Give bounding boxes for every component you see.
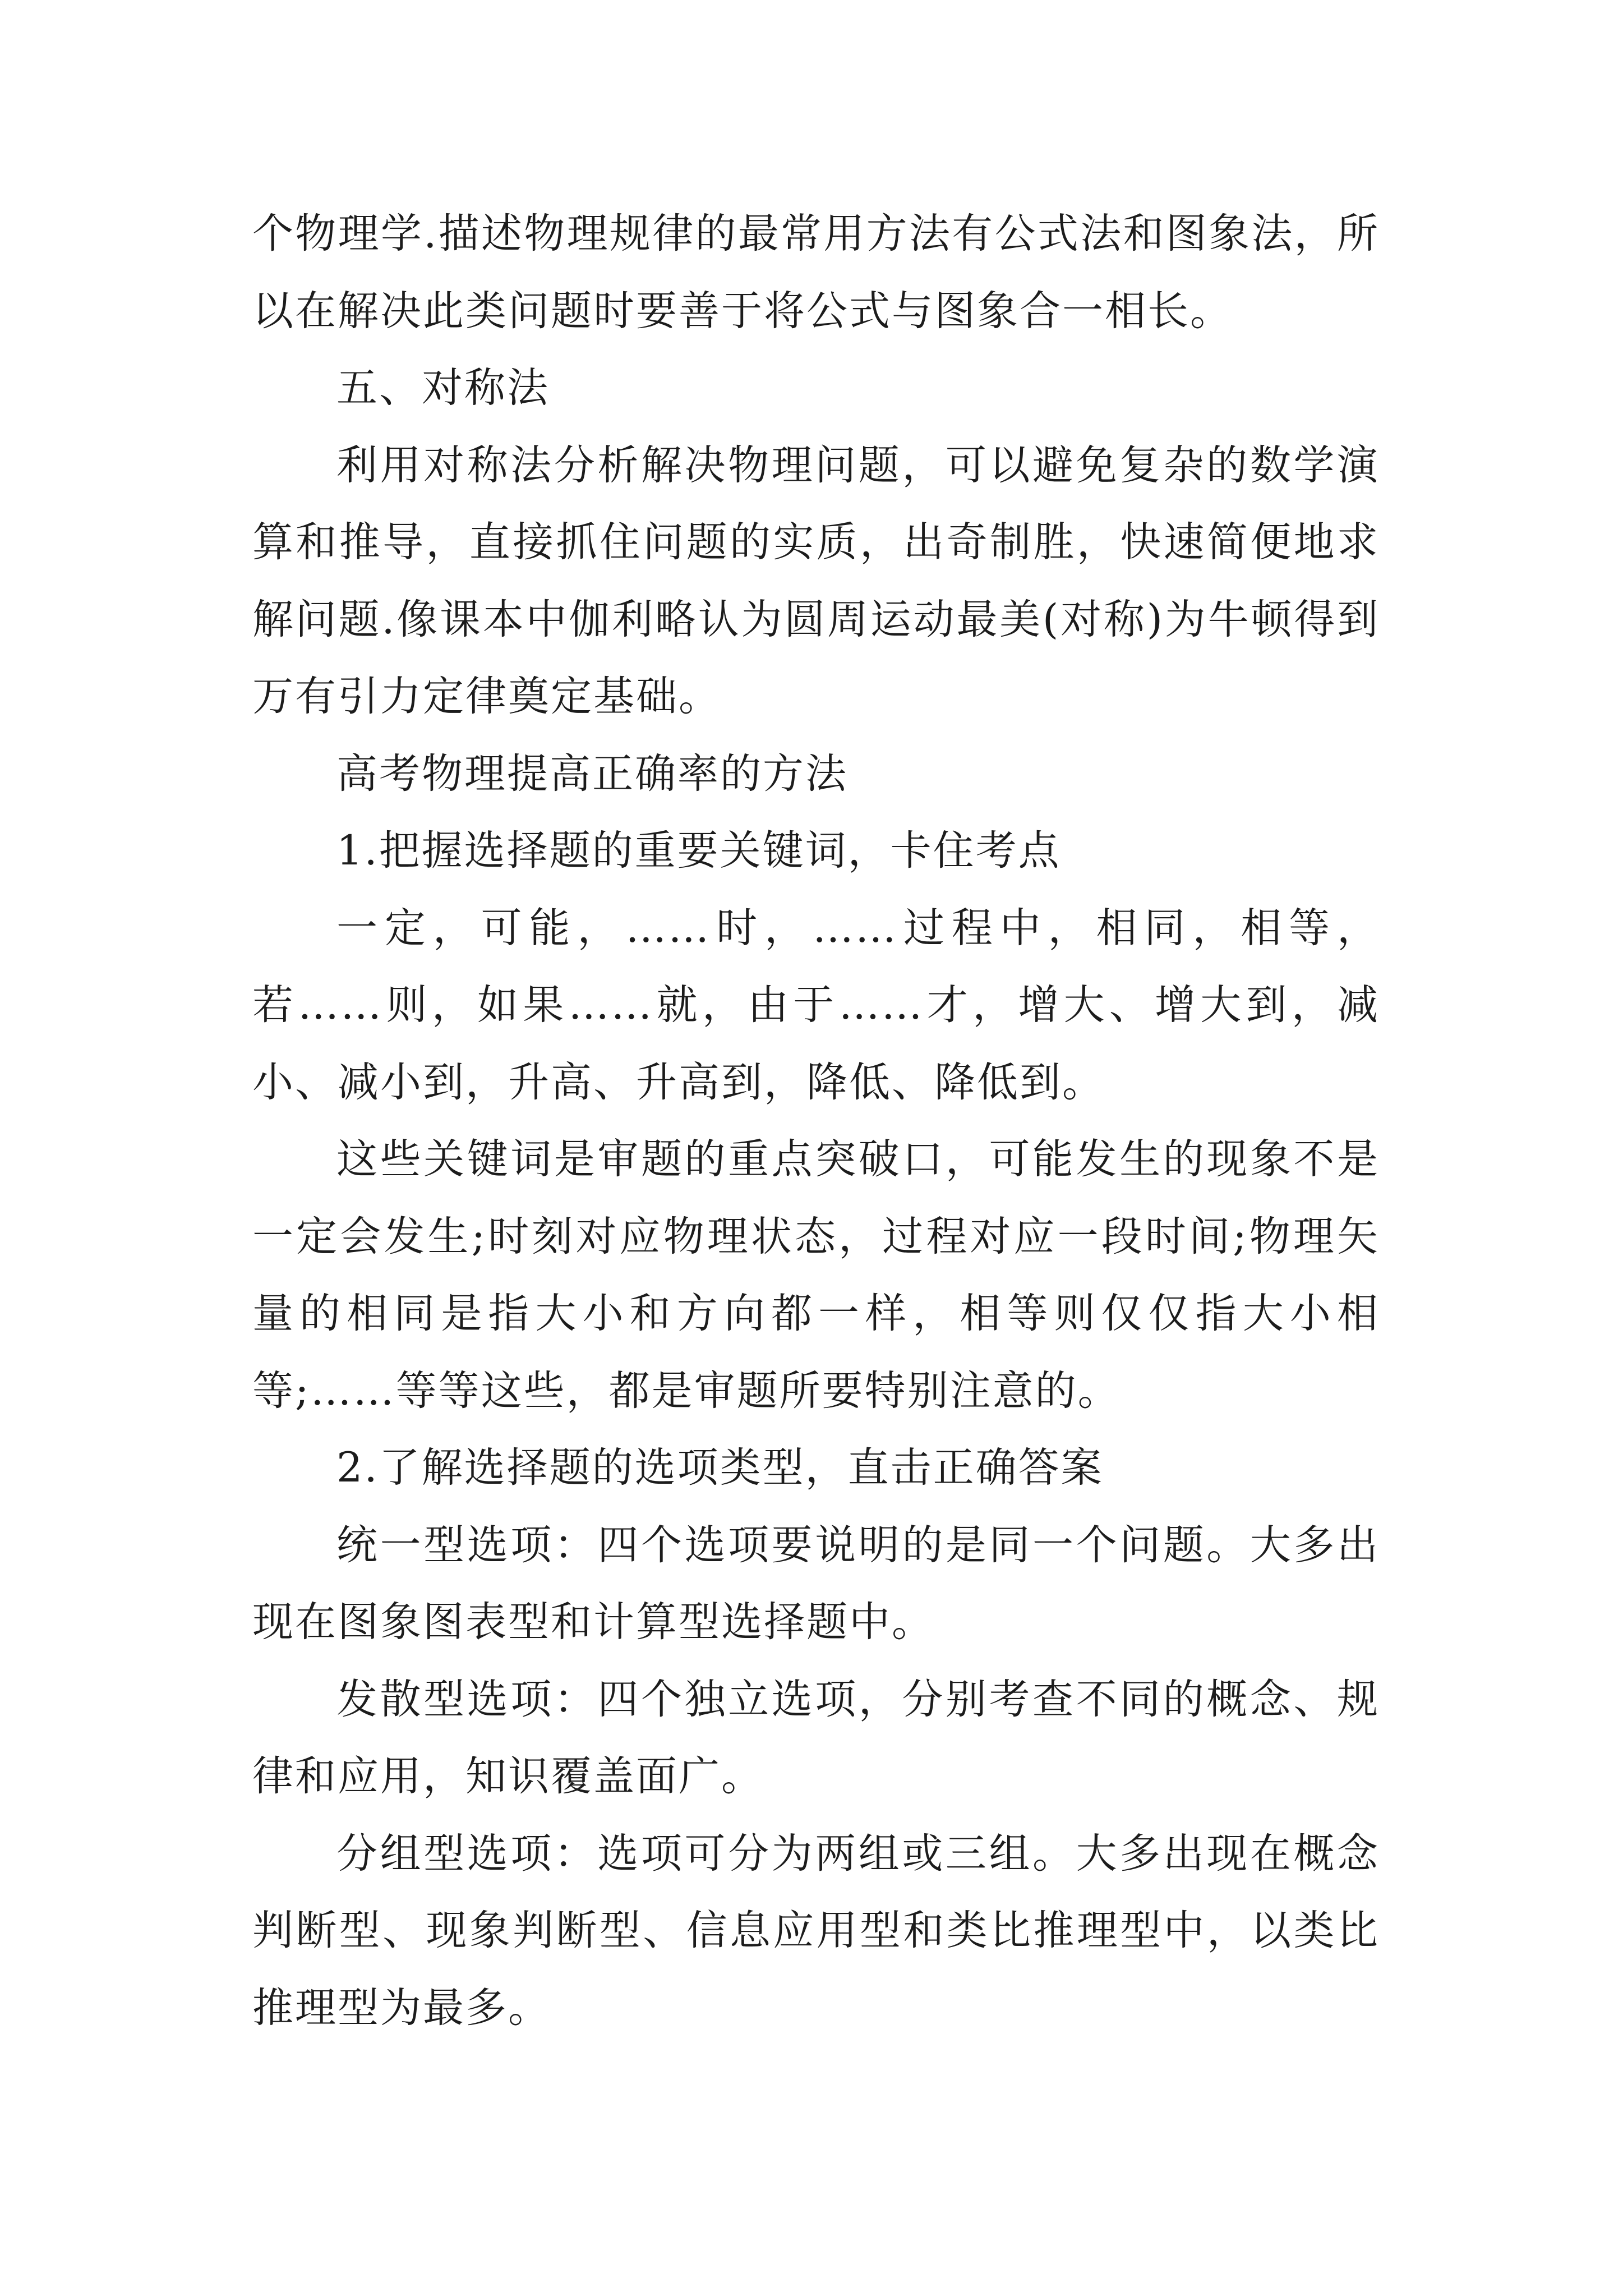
paragraph-symmetry: 利用对称法分析解决物理问题，可以避免复杂的数学演算和推导，直接抓住问题的实质，出奇制胜，快速简便地求解问题.像课本中伽利略认为圆周运动最美(对称)为牛顿得到万有引力定律奠定基础。	[252, 441, 1380, 720]
paragraph-keyword-explanation: 这些关键词是审题的重点突破口，可能发生的现象不是一定会发生;时刻对应物理状态，过程对应一段时间;物理矢量的相同是指大小和方向都一样，相等则仅仅指大小相等;……等等这些，都是审题所要特别注意的。	[252, 1135, 1380, 1415]
body-text	[252, 195, 1380, 2046]
paragraph-divergent-options: 发散型选项：四个独立选项，分别考查不同的概念、规律和应用，知识覆盖面广。	[252, 1675, 1380, 1800]
heading-symmetry-method: 五、对称法	[336, 364, 550, 412]
heading-keywords: 1.把握选择题的重要关键词，卡住考点	[336, 827, 1061, 875]
paragraph-keyword-list: 一定，可能，……时，……过程中，相同，相等，若……则，如果……就，由于……才，增大、增大到，减小、减小到，升高、升高到，降低、降低到。	[252, 904, 1380, 1106]
heading-accuracy-methods: 高考物理提高正确率的方法	[336, 749, 848, 798]
paragraph-formula-graph: 个物理学.描述物理规律的最常用方法有公式法和图象法，所以在解决此类问题时要善于将公式与图象合一相长。	[252, 210, 1380, 335]
paragraph-unified-options: 统一型选项：四个选项要说明的是同一个问题。大多出现在图象图表型和计算型选择题中。	[252, 1521, 1380, 1646]
paragraph-grouped-options: 分组型选项：选项可分为两组或三组。大多出现在概念判断型、现象判断型、信息应用型和类比推理型中，以类比推理型为最多。	[252, 1829, 1380, 2032]
heading-option-types: 2.了解选择题的选项类型，直击正确答案	[336, 1444, 1104, 1492]
